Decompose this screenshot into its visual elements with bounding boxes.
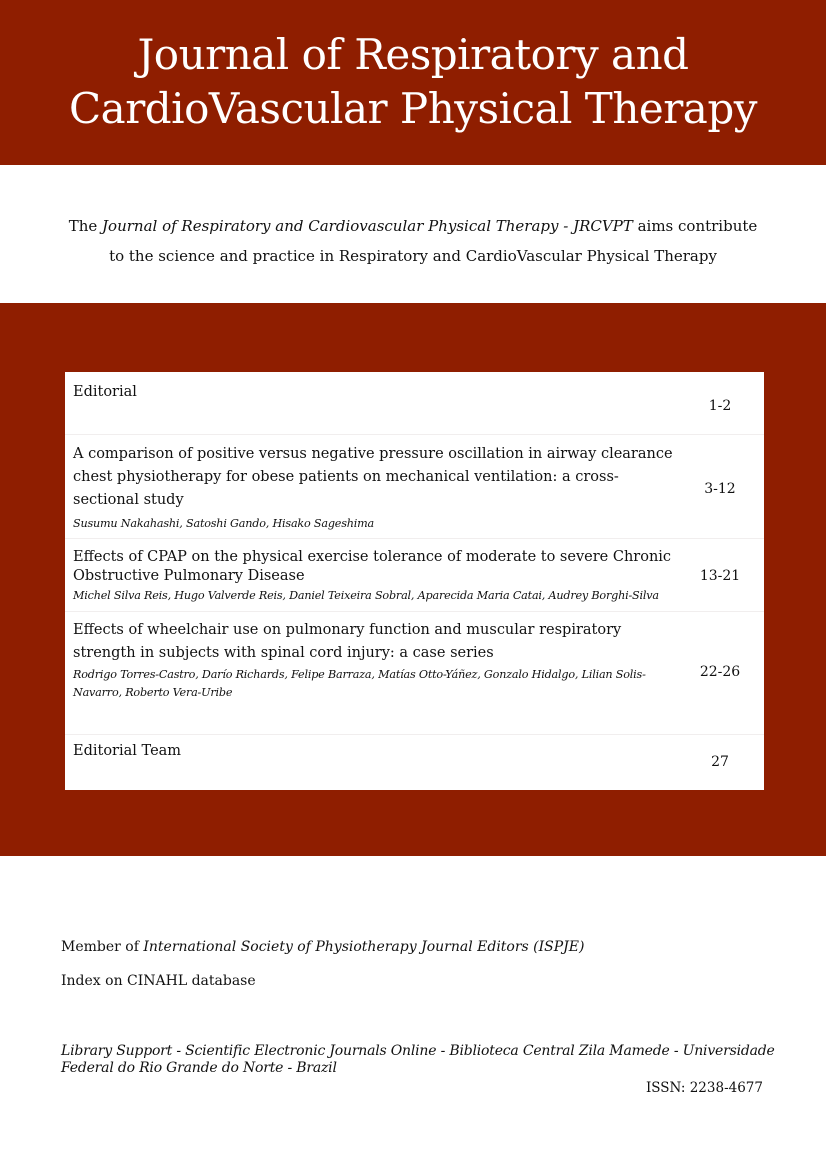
journal-title-line2: CardioVascular Physical Therapy [69,84,757,133]
toc-row-editorial-team[interactable] [65,735,764,790]
aims-prefix: The [68,217,103,235]
aims-suffix: aims contribute [632,217,758,235]
issn: ISSN: 2238-4677 [645,1080,763,1096]
member-prefix: Member of [61,939,144,955]
toc-title[interactable]: Effects of CPAP on the physical exercise tolerance of moderate to severe Chronic Obstructive Pulmonary Disease [73,549,672,584]
library-support: Library Support - Scientific Electronic Journals Online - Biblioteca Central Zila Mamede - Universidade Federal do Rio Grande do Norte - Brazil [61,1043,775,1076]
toc-pages: 1-2 [708,398,732,414]
index-statement: Index on CINAHL database [61,973,256,989]
toc-pages: 3-12 [704,481,736,497]
aims-line2: to the science and practice in Respiratory and CardioVascular Physical Therapy [109,247,717,265]
toc-authors: Michel Silva Reis, Hugo Valverde Reis, Daniel Teixeira Sobral, Aparecida Maria Catai, Audrey Borghi-Silva [73,589,659,602]
toc-pages: 22-26 [699,664,741,680]
toc-title[interactable]: Editorial Team [73,743,182,759]
toc-pages: 13-21 [699,568,741,584]
toc-row-article-1[interactable] [65,435,764,538]
toc-pages: 27 [711,754,729,770]
aims-line1 [0,211,826,241]
toc-title[interactable]: A comparison of positive versus negative pressure oscillation in airway clearance chest physiotherapy for obese patients on mechanical ventilation: a cross-sectional study [73,446,673,508]
toc-row-article-3[interactable] [65,612,764,734]
journal-title-line1: Journal of Respiratory and [137,30,689,79]
member-statement [61,938,584,956]
toc-authors: Susumu Nakahashi, Satoshi Gando, Hisako Sageshima [73,517,375,530]
aims-statement [0,211,826,271]
aims-journal-name: Journal of Respiratory and Cardiovascular Physical Therapy - JRCVPT [102,217,633,235]
toc-title[interactable]: Effects of wheelchair use on pulmonary function and muscular respiratory strength in subjects with spinal cord injury: a case series [73,622,622,661]
toc-row-article-2[interactable] [65,539,764,611]
toc-row-editorial[interactable] [65,372,764,434]
member-org: International Society of Physiotherapy Journal Editors (ISPJE) [143,939,585,955]
journal-title [0,28,826,136]
toc-authors: Rodrigo Torres-Castro, Darío Richards, Felipe Barraza, Matías Otto-Yáñez, Gonzalo Hidalgo, Lilian Solis-Navarro, Roberto Vera-Uribe [73,668,646,699]
toc-title[interactable]: Editorial [73,384,137,400]
table-of-contents [65,372,764,790]
